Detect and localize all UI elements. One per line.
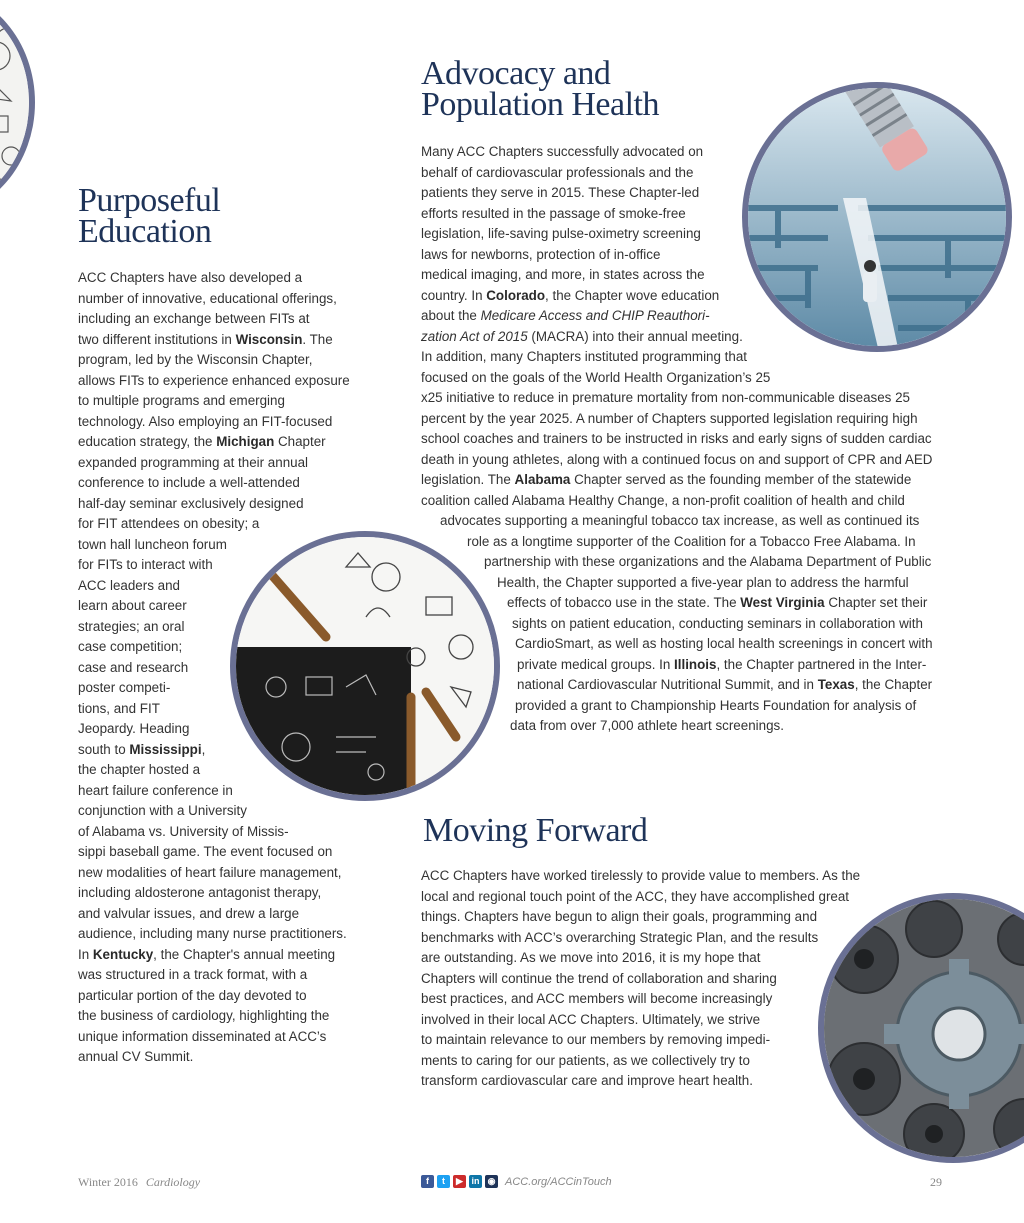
advocacy-line: data from over 7,000 athlete heart screenings. bbox=[510, 718, 784, 733]
forward-line: are outstanding. As we move into 2016, it is my hope that bbox=[421, 950, 761, 965]
advocacy-line: legislation. The Alabama Chapter served as the founding member of the statewide bbox=[421, 472, 912, 487]
social-links bbox=[421, 1175, 612, 1188]
advocacy-line: patients they serve in 2015. These Chapter-led bbox=[421, 185, 700, 200]
advocacy-line: advocates supporting a meaningful tobacco tax increase, as well as continued its bbox=[440, 513, 920, 528]
education-line: south to Mississippi, bbox=[78, 741, 206, 757]
social-url-link[interactable]: ACC.org/ACCinTouch bbox=[505, 1175, 612, 1188]
advocacy-line: sights on patient education, conducting seminars in collaboration with bbox=[512, 615, 923, 631]
page-number: 29 bbox=[930, 1175, 942, 1189]
twitter-icon[interactable]: t bbox=[437, 1175, 450, 1188]
sketch-doodles-image bbox=[0, 0, 35, 215]
advocacy-line: country. In Colorado, the Chapter wove education bbox=[421, 287, 720, 303]
advocacy-line: school coaches and trainers to be instructed in risks and early signs of sudden cardiac bbox=[421, 431, 932, 446]
advocacy-line: laws for newborns, protection of in-office bbox=[421, 246, 661, 262]
footer-issue bbox=[78, 1175, 200, 1190]
education-line: including an exchange between FITs at bbox=[78, 311, 310, 326]
education-line: new modalities of heart failure management, bbox=[78, 864, 342, 880]
advocacy-heading: Advocacy and Population Health bbox=[421, 55, 659, 123]
advocacy-line: efforts resulted in the passage of smoke-free bbox=[421, 205, 686, 221]
advocacy-line: zation Act of 2015 (MACRA) into their annual meeting. bbox=[421, 328, 743, 344]
education-line: and valvular issues, and drew a large bbox=[78, 905, 300, 921]
education-line: poster competi- bbox=[78, 680, 171, 695]
advocacy-line: private medical groups. In Illinois, the Chapter partnered in the Inter- bbox=[517, 656, 927, 672]
education-line: to multiple programs and emerging bbox=[78, 393, 285, 408]
education-line: learn about career bbox=[78, 598, 187, 613]
advocacy-line: provided a grant to Championship Hearts Foundation for analysis of bbox=[515, 697, 917, 713]
advocacy-line: percent by the year 2025. A number of Chapters supported legislation requiring high bbox=[421, 410, 918, 426]
chalkboard-doodles-image bbox=[230, 531, 500, 801]
advocacy-line: Health, the Chapter supported a five-year plan to address the harmful bbox=[497, 574, 909, 590]
education-line: half-day seminar exclusively designed bbox=[78, 495, 304, 511]
magazine-title: Cardiology bbox=[145, 1175, 201, 1189]
education-line: allows FITs to experience enhanced exposure bbox=[78, 372, 350, 388]
education-line: expanded programming at their annual bbox=[78, 454, 309, 470]
education-line: including aldosterone antagonist therapy, bbox=[78, 885, 322, 900]
education-line: case competition; bbox=[78, 639, 183, 654]
forward-line: Chapters will continue the trend of collaboration and sharing bbox=[421, 970, 777, 986]
linkedin-icon[interactable]: in bbox=[469, 1175, 482, 1188]
education-line: was structured in a track format, with a bbox=[78, 967, 308, 982]
education-line: program, led by the Wisconsin Chapter, bbox=[78, 352, 313, 367]
advocacy-line: legislation, life-saving pulse-oximetry screening bbox=[421, 226, 701, 241]
youtube-icon[interactable]: ▶ bbox=[453, 1175, 466, 1188]
advocacy-line: behalf of cardiovascular professionals and the bbox=[421, 164, 694, 180]
education-line: technology. Also employing an FIT-focused bbox=[78, 413, 333, 429]
education-line: conference to include a well-attended bbox=[78, 475, 300, 490]
education-line: annual CV Summit. bbox=[78, 1049, 194, 1064]
education-line: heart failure conference in bbox=[78, 782, 233, 798]
forward-line: ACC Chapters have worked tirelessly to provide value to members. As the bbox=[421, 868, 861, 883]
forward-line: ments to caring for our patients, as we collectively try to bbox=[421, 1052, 750, 1068]
education-line: tions, and FIT bbox=[78, 700, 160, 716]
forward-heading: Moving Forward bbox=[423, 812, 648, 849]
advocacy-line: focused on the goals of the World Health Organization’s 25 bbox=[421, 369, 771, 385]
education-heading: Purposeful Education bbox=[78, 182, 221, 250]
issue-date: Winter 2016 bbox=[78, 1175, 138, 1189]
education-line: case and research bbox=[78, 659, 189, 675]
education-line: unique information disseminated at ACC’s bbox=[78, 1028, 327, 1044]
forward-line: to maintain relevance to our members by removing impedi- bbox=[421, 1032, 771, 1047]
education-line: ACC Chapters have also developed a bbox=[78, 270, 303, 285]
forward-line: benchmarks with ACC’s overarching Strategic Plan, and the results bbox=[421, 929, 819, 945]
education-line: of Alabama vs. University of Missis- bbox=[78, 823, 289, 839]
advocacy-line: role as a longtime supporter of the Coalition for a Tobacco Free Alabama. In bbox=[467, 533, 916, 549]
forward-body bbox=[421, 866, 860, 1092]
advocacy-line: medical imaging, and more, in states across the bbox=[421, 267, 705, 282]
advocacy-line: CardioSmart, as well as hosting local health screenings in concert with bbox=[515, 636, 933, 651]
education-line: ACC leaders and bbox=[78, 577, 180, 593]
forward-line: transform cardiovascular care and improve heart health. bbox=[421, 1073, 753, 1088]
advocacy-line: about the Medicare Access and CHIP Reauthori- bbox=[421, 308, 710, 323]
advocacy-line: effects of tobacco use in the state. The West Virginia Chapter set their bbox=[507, 595, 928, 610]
education-line: two different institutions in Wisconsin. The bbox=[78, 331, 333, 347]
education-line: for FITs to interact with bbox=[78, 557, 213, 572]
forward-line: best practices, and ACC members will become increasingly bbox=[421, 991, 773, 1006]
advocacy-line: coalition called Alabama Healthy Change, a non-profit coalition of health and child bbox=[421, 492, 905, 508]
advocacy-line: Many ACC Chapters successfully advocated on bbox=[421, 144, 704, 159]
education-line: the business of cardiology, highlighting the bbox=[78, 1008, 330, 1023]
education-line: audience, including many nurse practitioners. bbox=[78, 926, 347, 941]
advocacy-line: partnership with these organizations and the Alabama Department of Public bbox=[484, 554, 932, 569]
education-line: the chapter hosted a bbox=[78, 762, 201, 777]
advocacy-line: x25 initiative to reduce in premature mortality from non-communicable diseases 25 bbox=[421, 390, 910, 405]
advocacy-line: death in young athletes, along with a continued focus on and support of CPR and AED bbox=[421, 451, 933, 467]
acc-app-icon[interactable]: ◉ bbox=[485, 1175, 498, 1188]
education-line: particular portion of the day devoted to bbox=[78, 987, 307, 1003]
education-line: In Kentucky, the Chapter's annual meeting bbox=[78, 946, 336, 962]
education-line: town hall luncheon forum bbox=[78, 536, 227, 552]
facebook-icon[interactable]: f bbox=[421, 1175, 434, 1188]
education-line: for FIT attendees on obesity; a bbox=[78, 516, 260, 531]
forward-line: things. Chapters have begun to align their goals, programming and bbox=[421, 909, 818, 924]
education-line: Jeopardy. Heading bbox=[78, 721, 190, 736]
forward-line: involved in their local ACC Chapters. Ultimately, we strive bbox=[421, 1011, 761, 1027]
advocacy-line: In addition, many Chapters instituted programming that bbox=[421, 349, 748, 364]
education-line: education strategy, the Michigan Chapter bbox=[78, 434, 326, 449]
forward-line: local and regional touch point of the ACC, they have accomplished great bbox=[421, 888, 850, 904]
education-line: conjunction with a University bbox=[78, 803, 247, 818]
advocacy-line: national Cardiovascular Nutritional Summit, and in Texas, the Chapter bbox=[517, 677, 933, 692]
education-line: strategies; an oral bbox=[78, 618, 185, 634]
education-line: sippi baseball game. The event focused on bbox=[78, 844, 333, 859]
education-line: number of innovative, educational offerings, bbox=[78, 290, 337, 306]
